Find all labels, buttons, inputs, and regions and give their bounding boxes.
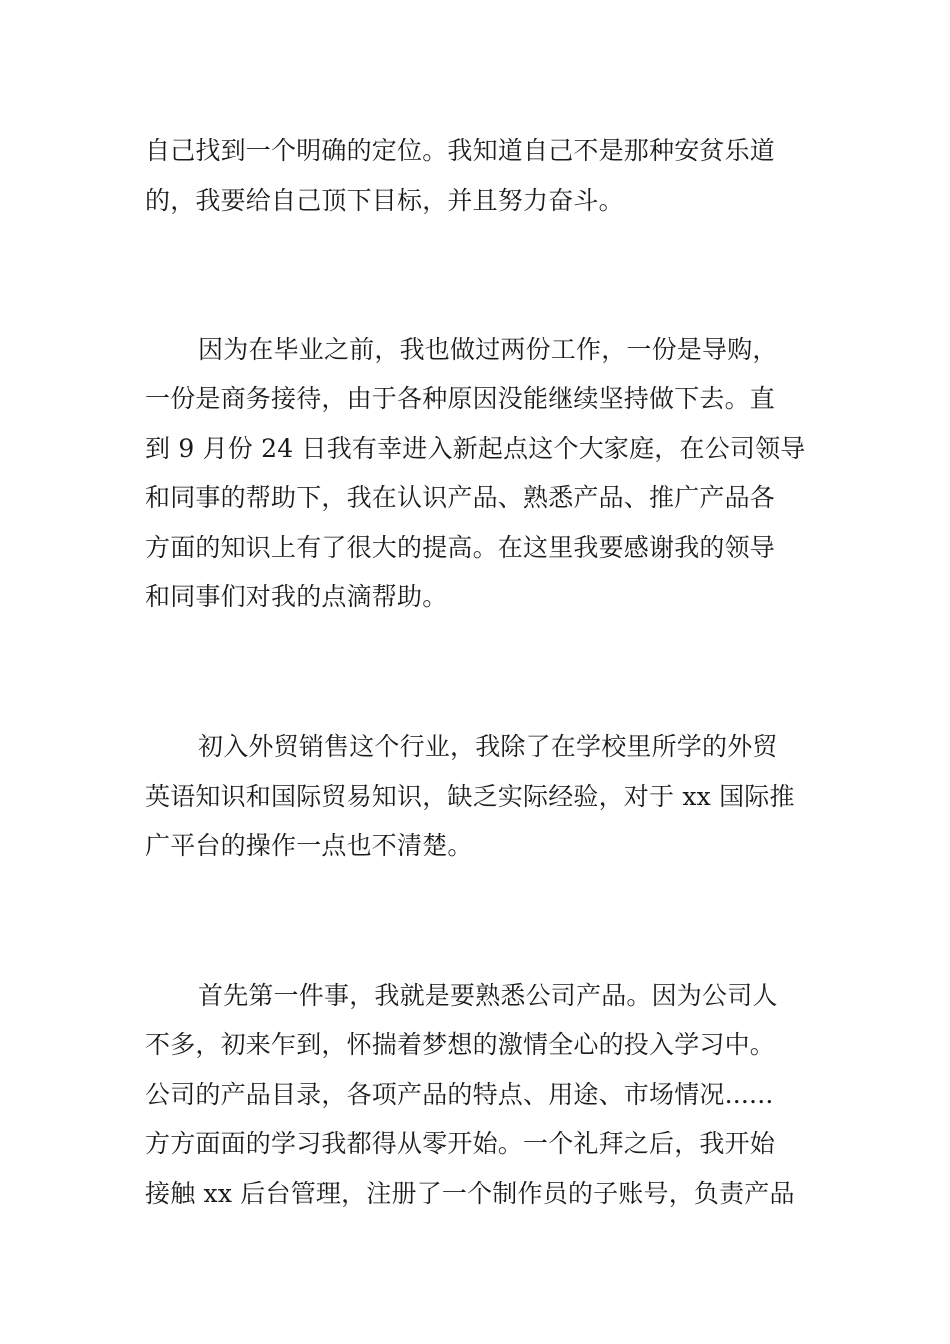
text-line: 公司的产品目录，各项产品的特点、用途、市场情况...... bbox=[145, 1080, 774, 1109]
text-line: 接触 xx 后台管理，注册了一个制作员的子账号，负责产品 bbox=[145, 1179, 795, 1208]
text-line: 英语知识和国际贸易知识，缺乏实际经验，对于 xx 国际推 bbox=[145, 782, 795, 811]
paragraph-first-line: 首先第一件事，我就是要熟悉公司产品。因为公司人 bbox=[198, 981, 778, 1010]
text-line: 自己找到一个明确的定位。我知道自己不是那种安贫乐道 bbox=[145, 136, 776, 165]
text-line: 到 9 月份 24 日我有幸进入新起点这个大家庭，在公司领导 bbox=[145, 434, 806, 463]
paragraph-first-line: 初入外贸销售这个行业，我除了在学校里所学的外贸 bbox=[198, 732, 778, 761]
text-line: 的，我要给自己顶下目标，并且努力奋斗。 bbox=[145, 186, 624, 215]
text-line: 和同事们对我的点滴帮助。 bbox=[145, 582, 448, 611]
text-line: 不多，初来乍到，怀揣着梦想的激情全心的投入学习中。 bbox=[145, 1030, 776, 1059]
paragraph-first-line: 因为在毕业之前，我也做过两份工作，一份是导购， bbox=[198, 335, 778, 364]
text-line: 一份是商务接待，由于各种原因没能继续坚持做下去。直 bbox=[145, 384, 776, 413]
text-line: 方面的知识上有了很大的提高。在这里我要感谢我的领导 bbox=[145, 533, 776, 562]
text-line: 和同事的帮助下，我在认识产品、熟悉产品、推广产品各 bbox=[145, 483, 776, 512]
text-line: 广平台的操作一点也不清楚。 bbox=[145, 831, 473, 860]
text-line: 方方面面的学习我都得从零开始。一个礼拜之后，我开始 bbox=[145, 1129, 776, 1158]
